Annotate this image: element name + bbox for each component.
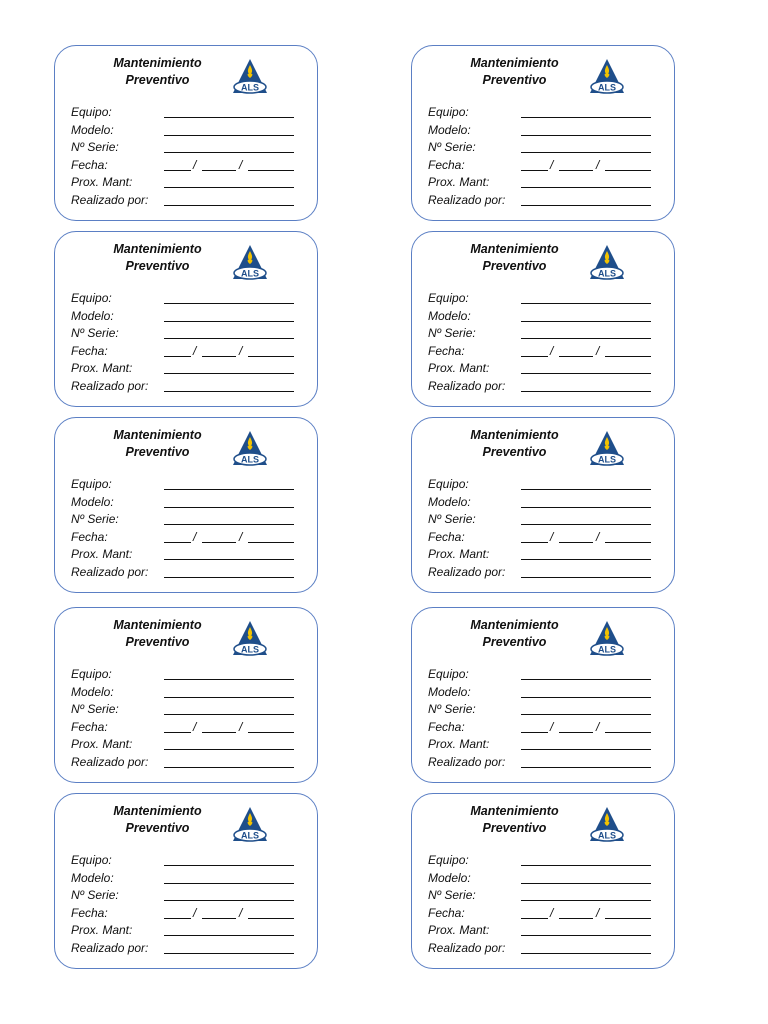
field-fecha [428,719,660,737]
field-label-prox-mant: Prox. Mant: [428,737,490,751]
date-blanks [164,529,299,546]
field-line-equipo [164,117,294,118]
field-label-modelo: Modelo: [428,684,471,699]
field-label-serie: Nº Serie: [428,326,476,340]
date-separator: / [239,343,243,358]
date-separator: / [596,905,600,920]
field-label-prox-mant: Prox. Mant: [71,361,133,375]
als-logo-icon [587,804,627,844]
field-label-modelo: Modelo: [428,870,471,885]
maintenance-label [54,45,318,221]
field-line-modelo [521,507,651,508]
field-serie [71,511,303,529]
field-modelo [428,122,660,140]
field-line-prox-mant [164,373,294,374]
field-label-serie: Nº Serie: [428,888,476,902]
field-list [71,104,303,209]
field-list [428,290,660,395]
field-line-prox-mant [521,559,651,560]
title-line-1: Mantenimiento [113,428,202,442]
logo-text: ALS [241,268,259,279]
field-label-modelo: Modelo: [71,122,114,137]
field-equipo [71,476,303,494]
field-label-serie: Nº Serie: [71,140,119,154]
field-line-equipo [521,303,651,304]
date-blanks [521,719,656,736]
date-separator: / [596,157,600,172]
als-logo-icon [230,804,270,844]
maintenance-label [411,45,675,221]
field-prox-mant [428,736,660,754]
field-line-equipo [521,489,651,490]
field-label-equipo: Equipo: [428,667,469,681]
field-serie [428,701,660,719]
field-label-realizado: Realizado por: [71,192,149,207]
title-line-1: Mantenimiento [113,804,202,818]
date-month-line [202,918,236,919]
field-fecha [71,905,303,923]
field-label-modelo: Modelo: [428,494,471,509]
date-month-line [202,732,236,733]
field-label-realizado: Realizado por: [71,940,149,955]
field-realizado [71,754,303,772]
field-prox-mant [71,174,303,192]
field-list [428,666,660,771]
field-list [71,666,303,771]
field-list [428,852,660,957]
field-line-serie [164,714,294,715]
date-separator: / [239,719,243,734]
field-prox-mant [428,360,660,378]
field-line-prox-mant [164,187,294,188]
field-line-modelo [164,697,294,698]
field-prox-mant [428,174,660,192]
field-label-prox-mant: Prox. Mant: [428,175,490,189]
field-line-equipo [164,865,294,866]
date-day-line [521,542,548,543]
field-label-realizado: Realizado por: [428,564,506,579]
logo-text: ALS [241,644,259,655]
field-line-prox-mant [521,187,651,188]
title-line-2: Preventivo [125,635,190,649]
field-label-prox-mant: Prox. Mant: [71,175,133,189]
als-logo-icon [230,56,270,96]
field-label-fecha: Fecha: [71,157,108,172]
field-fecha [428,905,660,923]
logo-text: ALS [598,454,616,465]
field-serie [71,325,303,343]
date-day-line [521,356,548,357]
field-fecha [71,343,303,361]
field-line-equipo [164,679,294,680]
field-serie [71,887,303,905]
field-label-equipo: Equipo: [71,853,112,867]
title-line-2: Preventivo [482,73,547,87]
field-realizado [71,192,303,210]
date-year-line [248,918,294,919]
date-year-line [605,542,651,543]
date-day-line [521,170,548,171]
field-line-prox-mant [521,935,651,936]
field-line-modelo [164,883,294,884]
field-label-fecha: Fecha: [428,157,465,172]
field-realizado [71,940,303,958]
field-line-prox-mant [164,559,294,560]
field-line-serie [521,900,651,901]
field-label-modelo: Modelo: [71,308,114,323]
field-label-fecha: Fecha: [71,719,108,734]
field-serie [71,701,303,719]
field-label-fecha: Fecha: [428,529,465,544]
title-line-1: Mantenimiento [470,428,559,442]
date-separator: / [239,905,243,920]
maintenance-label [411,607,675,783]
field-list [428,476,660,581]
field-label-realizado: Realizado por: [71,564,149,579]
date-blanks [164,719,299,736]
field-line-serie [164,338,294,339]
field-equipo [428,852,660,870]
field-label-prox-mant: Prox. Mant: [428,923,490,937]
field-equipo [428,476,660,494]
date-day-line [164,170,191,171]
date-year-line [248,356,294,357]
field-label-serie: Nº Serie: [428,512,476,526]
title-line-2: Preventivo [125,259,190,273]
date-separator: / [550,719,554,734]
field-line-prox-mant [164,935,294,936]
field-line-prox-mant [521,749,651,750]
field-realizado [71,564,303,582]
field-line-realizado [521,205,651,206]
field-line-realizado [521,953,651,954]
date-blanks [164,343,299,360]
field-equipo [71,666,303,684]
field-line-modelo [521,883,651,884]
field-label-serie: Nº Serie: [71,888,119,902]
date-day-line [521,732,548,733]
field-equipo [71,104,303,122]
title-line-1: Mantenimiento [113,56,202,70]
field-prox-mant [71,546,303,564]
date-separator: / [193,343,197,358]
date-separator: / [193,719,197,734]
title-line-2: Preventivo [125,73,190,87]
field-line-realizado [164,391,294,392]
field-equipo [71,290,303,308]
field-fecha [428,529,660,547]
date-year-line [605,356,651,357]
title-line-1: Mantenimiento [470,618,559,632]
logo-text: ALS [598,82,616,93]
field-line-serie [521,524,651,525]
date-month-line [559,542,593,543]
field-label-realizado: Realizado por: [71,378,149,393]
field-line-equipo [521,679,651,680]
field-modelo [71,494,303,512]
field-label-fecha: Fecha: [71,905,108,920]
date-day-line [164,918,191,919]
title-line-1: Mantenimiento [113,618,202,632]
field-label-prox-mant: Prox. Mant: [428,361,490,375]
field-modelo [428,870,660,888]
date-separator: / [550,529,554,544]
field-line-serie [164,524,294,525]
date-separator: / [239,529,243,544]
date-separator: / [239,157,243,172]
als-logo-icon [587,618,627,658]
als-logo-icon [587,242,627,282]
field-label-realizado: Realizado por: [428,378,506,393]
field-equipo [71,852,303,870]
field-modelo [428,308,660,326]
field-line-realizado [521,767,651,768]
date-blanks [164,157,299,174]
date-separator: / [193,157,197,172]
maintenance-label [411,793,675,969]
date-separator: / [596,343,600,358]
field-list [71,290,303,395]
field-modelo [428,494,660,512]
field-label-equipo: Equipo: [71,477,112,491]
maintenance-label [54,231,318,407]
maintenance-label [54,417,318,593]
field-prox-mant [71,922,303,940]
field-line-prox-mant [521,373,651,374]
als-logo-icon [230,428,270,468]
field-line-serie [521,338,651,339]
field-modelo [71,684,303,702]
date-month-line [202,356,236,357]
date-year-line [248,542,294,543]
date-separator: / [596,719,600,734]
field-line-modelo [521,135,651,136]
field-label-serie: Nº Serie: [71,326,119,340]
date-month-line [559,170,593,171]
field-serie [428,139,660,157]
field-line-modelo [164,507,294,508]
title-line-1: Mantenimiento [470,804,559,818]
date-separator: / [193,905,197,920]
date-separator: / [550,343,554,358]
field-modelo [71,870,303,888]
field-line-serie [521,152,651,153]
date-month-line [559,918,593,919]
field-label-serie: Nº Serie: [428,140,476,154]
field-serie [71,139,303,157]
field-label-prox-mant: Prox. Mant: [71,547,133,561]
logo-text: ALS [241,830,259,841]
field-label-modelo: Modelo: [71,870,114,885]
field-equipo [428,290,660,308]
field-serie [428,887,660,905]
field-serie [428,511,660,529]
field-line-modelo [521,697,651,698]
field-label-realizado: Realizado por: [428,192,506,207]
field-equipo [428,104,660,122]
date-year-line [248,170,294,171]
field-label-serie: Nº Serie: [428,702,476,716]
field-line-modelo [164,321,294,322]
date-separator: / [550,157,554,172]
field-prox-mant [428,546,660,564]
logo-text: ALS [598,830,616,841]
field-fecha [428,343,660,361]
field-prox-mant [71,736,303,754]
title-line-2: Preventivo [125,821,190,835]
field-label-modelo: Modelo: [428,308,471,323]
field-fecha [71,529,303,547]
logo-text: ALS [598,644,616,655]
logo-text: ALS [241,454,259,465]
field-prox-mant [71,360,303,378]
field-list [71,476,303,581]
field-line-equipo [164,489,294,490]
field-label-equipo: Equipo: [428,105,469,119]
field-line-modelo [164,135,294,136]
field-label-equipo: Equipo: [428,853,469,867]
field-label-equipo: Equipo: [428,291,469,305]
date-day-line [164,542,191,543]
maintenance-label [54,607,318,783]
date-day-line [521,918,548,919]
field-line-equipo [164,303,294,304]
field-line-equipo [521,117,651,118]
field-list [71,852,303,957]
field-line-realizado [164,577,294,578]
date-month-line [559,732,593,733]
date-blanks [164,905,299,922]
als-logo-icon [230,618,270,658]
field-line-serie [521,714,651,715]
field-line-realizado [164,767,294,768]
field-fecha [428,157,660,175]
field-realizado [428,754,660,772]
als-logo-icon [230,242,270,282]
date-day-line [164,356,191,357]
field-list [428,104,660,209]
field-label-prox-mant: Prox. Mant: [428,547,490,561]
field-label-equipo: Equipo: [71,105,112,119]
title-line-1: Mantenimiento [470,242,559,256]
date-month-line [559,356,593,357]
field-modelo [71,122,303,140]
field-line-realizado [521,391,651,392]
field-label-prox-mant: Prox. Mant: [71,923,133,937]
field-label-modelo: Modelo: [428,122,471,137]
field-label-realizado: Realizado por: [428,754,506,769]
date-year-line [248,732,294,733]
date-blanks [521,529,656,546]
field-line-modelo [521,321,651,322]
field-line-serie [164,900,294,901]
logo-text: ALS [598,268,616,279]
field-realizado [428,378,660,396]
field-fecha [71,719,303,737]
date-blanks [521,343,656,360]
date-separator: / [550,905,554,920]
title-line-2: Preventivo [482,635,547,649]
field-fecha [71,157,303,175]
title-line-2: Preventivo [482,445,547,459]
title-line-2: Preventivo [125,445,190,459]
date-separator: / [193,529,197,544]
field-line-realizado [164,205,294,206]
field-prox-mant [428,922,660,940]
field-label-fecha: Fecha: [428,343,465,358]
field-label-equipo: Equipo: [428,477,469,491]
field-modelo [71,308,303,326]
maintenance-label [54,793,318,969]
field-label-fecha: Fecha: [71,343,108,358]
logo-text: ALS [241,82,259,93]
date-year-line [605,170,651,171]
field-equipo [428,666,660,684]
field-label-fecha: Fecha: [428,905,465,920]
date-blanks [521,905,656,922]
field-label-realizado: Realizado por: [428,940,506,955]
date-year-line [605,732,651,733]
field-label-prox-mant: Prox. Mant: [71,737,133,751]
field-label-realizado: Realizado por: [71,754,149,769]
field-line-equipo [521,865,651,866]
field-label-modelo: Modelo: [71,684,114,699]
als-logo-icon [587,56,627,96]
field-line-realizado [521,577,651,578]
field-realizado [428,192,660,210]
date-month-line [202,170,236,171]
date-year-line [605,918,651,919]
title-line-1: Mantenimiento [470,56,559,70]
field-label-equipo: Equipo: [71,291,112,305]
date-blanks [521,157,656,174]
field-line-realizado [164,953,294,954]
date-month-line [202,542,236,543]
field-line-prox-mant [164,749,294,750]
title-line-2: Preventivo [482,259,547,273]
title-line-1: Mantenimiento [113,242,202,256]
field-label-modelo: Modelo: [71,494,114,509]
title-line-2: Preventivo [482,821,547,835]
field-realizado [71,378,303,396]
field-modelo [428,684,660,702]
als-logo-icon [587,428,627,468]
maintenance-label [411,231,675,407]
date-day-line [164,732,191,733]
maintenance-label [411,417,675,593]
field-serie [428,325,660,343]
field-realizado [428,940,660,958]
field-label-serie: Nº Serie: [71,512,119,526]
field-label-fecha: Fecha: [428,719,465,734]
date-separator: / [596,529,600,544]
field-label-fecha: Fecha: [71,529,108,544]
field-label-serie: Nº Serie: [71,702,119,716]
field-line-serie [164,152,294,153]
field-realizado [428,564,660,582]
field-label-equipo: Equipo: [71,667,112,681]
